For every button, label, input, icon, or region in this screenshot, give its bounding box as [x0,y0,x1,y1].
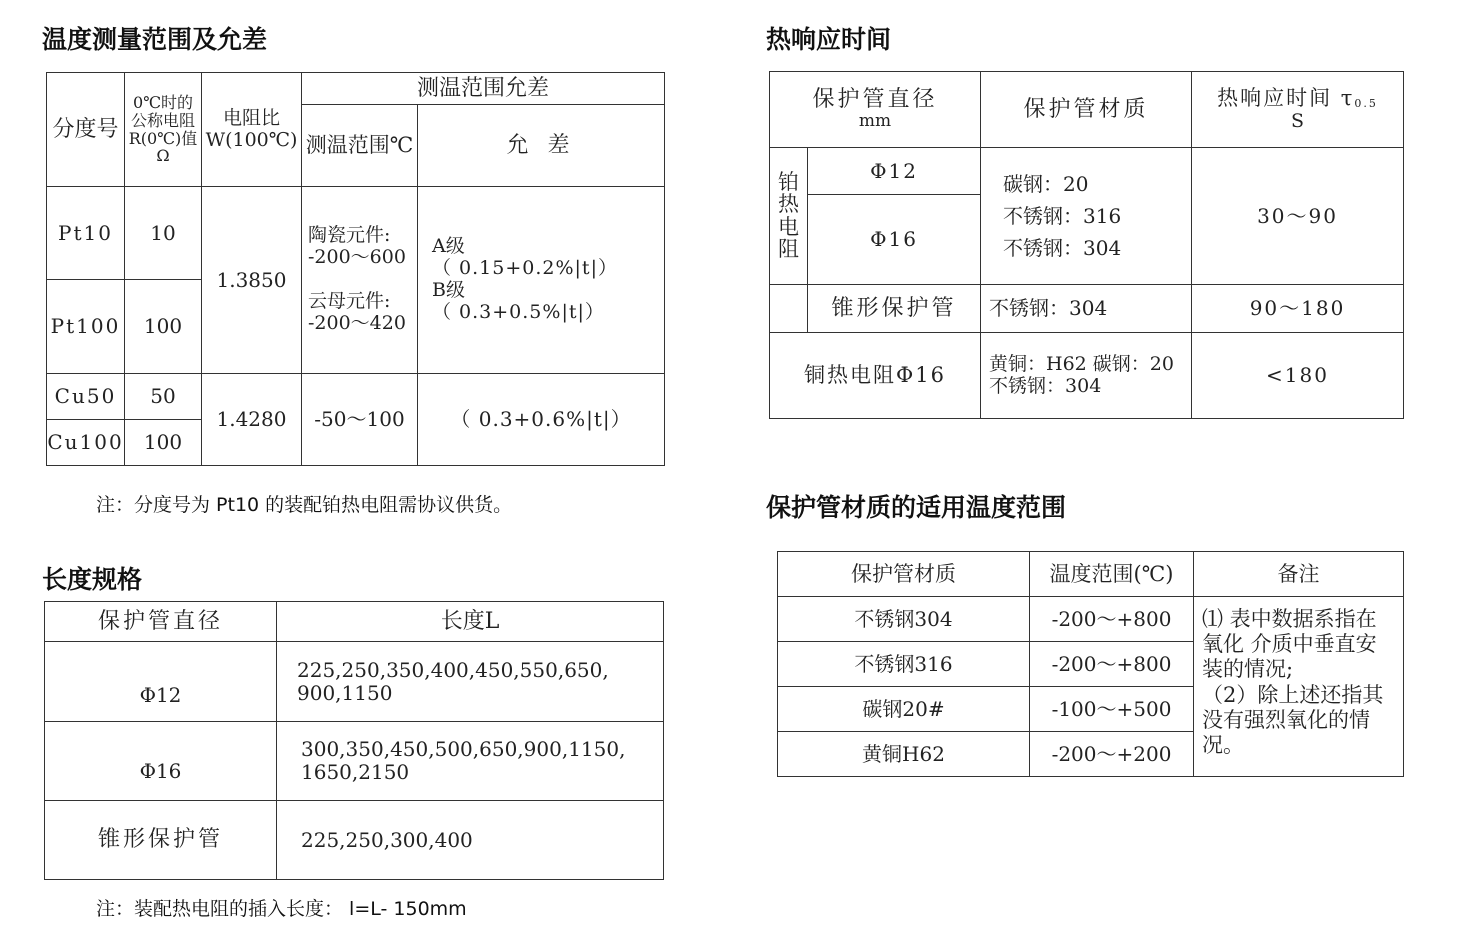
header-time-cell [1192,72,1404,148]
response-table [769,71,1404,419]
pt-class-b: B级 [432,279,465,301]
header-range: 测温范围℃ [302,105,418,187]
cu-label: 铜热电阻Φ16 [770,333,981,419]
pt-class-a: A级 [432,235,465,258]
length-spec-note: 注：装配热电阻的插入长度： l=L- 150mm [96,898,467,920]
temp-range-note: 注：分度号为 Pt10 的装配铂热电阻需协议供货。 [96,494,513,516]
pt-group-cell [770,148,808,285]
pt-range-ceramic: -200～600 [308,246,406,269]
pt-material-1: 碳钢：20 [1003,172,1089,196]
material-temp-table [777,551,1404,777]
response-title: 热响应时间 [766,25,892,54]
header-material: 保护管材质 [778,552,1030,597]
length-spec-table [44,601,664,880]
material-row-2-name: 不锈钢316 [778,642,1030,687]
cu100-grade: Cu100 [47,420,125,466]
pt-class-a-tol: （ 0.15+0.2%|t|） [432,257,618,280]
header-response-diameter-unit: mm [858,111,892,132]
pt-materials-cell [981,148,1192,285]
cu-response-time: <180 [1192,333,1404,419]
cu50-r0: 50 [125,374,202,420]
temp-range-table [46,72,665,466]
pt10-r0: 10 [125,187,202,280]
header-response-time-unit: S [1291,109,1305,132]
header-temp-range: 温度范围(℃) [1030,552,1194,597]
length-row-1-diameter: Φ12 [45,642,277,722]
cu-material-2: 不锈钢：304 [989,374,1102,397]
pt-material-3: 不锈钢：304 [1003,236,1122,260]
header-response-diameter: 保护管直径 [812,87,938,113]
temp-range-title: 温度测量范围及允差 [42,25,268,54]
header-grade: 分度号 [47,73,125,187]
header-response-time-sub: 0.5 [1354,97,1378,111]
material-row-2-range: -200～+800 [1030,642,1194,687]
header-diameter-cell [770,72,981,148]
length-spec-title: 长度规格 [42,565,143,594]
length-row-1-values: 225,250,350,400,450,550,650, 900,1150 [277,642,664,722]
header-tolerance: 允 差 [418,105,665,187]
pt-range-cell [302,187,418,374]
material-temp-title: 保护管材质的适用温度范围 [766,493,1067,522]
cu-tolerance: （ 0.3+0.6%|t|） [418,374,665,466]
pt-range-ceramic-label: 陶瓷元件: [308,224,391,247]
length-row-2-values: 300,350,450,500,650,900,1150, 1650,2150 [277,722,664,801]
material-row-1-name: 不锈钢304 [778,597,1030,642]
header-ratio: 电阻比W(100℃) [202,73,302,187]
length-row-2-diameter: Φ16 [45,722,277,801]
material-row-1-range: -200～+800 [1030,597,1194,642]
pt100-grade: Pt100 [47,280,125,374]
pt-range-mica: -200～420 [308,311,406,334]
header-response-material: 保护管材质 [981,72,1192,148]
pt10-grade: Pt10 [47,187,125,280]
pt100-r0: 100 [125,280,202,374]
pt-range-mica-label: 云母元件: [308,290,391,312]
response-phi12: Φ12 [808,148,981,195]
length-row-3-values: 225,250,300,400 [277,801,664,880]
cu-ratio: 1.4280 [202,374,302,466]
response-phi16: Φ16 [808,195,981,285]
header-response-time: 热响应时间 τ [1217,86,1355,111]
header-nominal-resistance: 0℃时的公称电阻R(0℃)值Ω [125,73,202,187]
pt-ratio: 1.3850 [202,187,302,374]
material-remark: ⑴ 表中数据系指在氧化 介质中垂直安装的情况; （2）除上述还指其没有强烈氧化的情况。 [1194,597,1404,777]
cone-label: 锥形保护管 [808,285,981,333]
material-row-3-range: -100～+500 [1030,687,1194,732]
cu50-grade: Cu50 [47,374,125,420]
header-tolerance-group: 测温范围允差 [302,73,665,105]
header-remark: 备注 [1194,552,1404,597]
material-row-4-name: 黄铜H62 [778,732,1030,777]
cone-response-time: 90～180 [1192,285,1404,333]
cu-material-1: 黄铜：H62 碳钢：20 [989,352,1174,375]
header-length: 长度L [277,602,664,642]
material-row-3-name: 碳钢20# [778,687,1030,732]
cu100-r0: 100 [125,420,202,466]
length-row-3-diameter: 锥形保护管 [45,801,277,880]
cu-range: -50～100 [302,374,418,466]
pt-tolerance-cell [418,187,665,374]
header-diameter: 保护管直径 [45,602,277,642]
pt-material-2: 不锈钢：316 [1003,204,1122,228]
cone-material: 不锈钢：304 [981,285,1192,333]
pt-group-label: 铂热电阻 [778,170,799,261]
pt-response-time: 30～90 [1192,148,1404,285]
cu-material-cell [981,333,1192,419]
pt-class-b-tol: （ 0.3+0.5%|t|） [432,300,605,323]
material-row-4-range: -200～+200 [1030,732,1194,777]
